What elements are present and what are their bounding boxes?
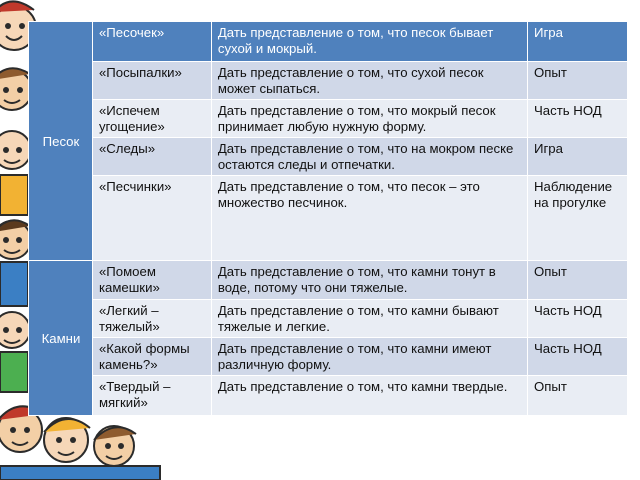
activity-form: Опыт [528,62,628,100]
face-icon [0,220,31,259]
activity-form: Часть НОД [528,100,628,138]
activity-form: Опыт [528,376,628,416]
group-label-stones: Камни [29,261,93,416]
activity-form: Часть НОД [528,300,628,338]
activity-form: Игра [528,138,628,176]
activity-goal: Дать представление о том, что камни твердые. [211,376,527,416]
activity-goal: Дать представление о том, что камни имеют различную форму. [211,338,527,376]
table-row [29,376,628,416]
table-row [29,338,628,376]
activity-title: «Песочек» [92,22,211,62]
face-icon [0,312,30,348]
activities-table [28,21,628,416]
activity-title: «Помоем камешки» [92,261,211,300]
activity-goal: Дать представление о том, что на мокром песке остаются следы и отпечатки. [211,138,527,176]
table-row [29,22,628,62]
face-icon [0,131,31,169]
table-row [29,100,628,138]
face-icon [94,426,136,466]
activity-goal: Дать представление о том, что песок бывает сухой и мокрый. [211,22,527,62]
activity-title: «Песчинки» [92,176,211,261]
activity-form: Опыт [528,261,628,300]
activity-form: Часть НОД [528,338,628,376]
activity-title: «Какой формы камень?» [92,338,211,376]
activity-goal: Дать представление о том, что камни тонут в воде, потому что они тяжелые. [211,261,527,300]
activity-title: «Следы» [92,138,211,176]
table-row [29,138,628,176]
table-row [29,300,628,338]
activity-title: «Испечем угощение» [92,100,211,138]
table-row [29,62,628,100]
face-icon [44,418,90,462]
group-label-sand: Песок [29,22,93,261]
activity-title: «Твердый – мягкий» [92,376,211,416]
activity-form: Наблюдение на прогулке [528,176,628,261]
activity-goal: Дать представление о том, что сухой песок может сыпаться. [211,62,527,100]
activity-goal: Дать представление о том, что песок – это множество песчинок. [211,176,527,261]
activity-title: «Посыпалки» [92,62,211,100]
table-row [29,261,628,300]
activity-goal: Дать представление о том, что камни бывают тяжелые и легкие. [211,300,527,338]
activity-title: «Легкий – тяжелый» [92,300,211,338]
activity-goal: Дать представление о том, что мокрый песок принимает любую нужную форму. [211,100,527,138]
activity-form: Игра [528,22,628,62]
table-row [29,176,628,261]
